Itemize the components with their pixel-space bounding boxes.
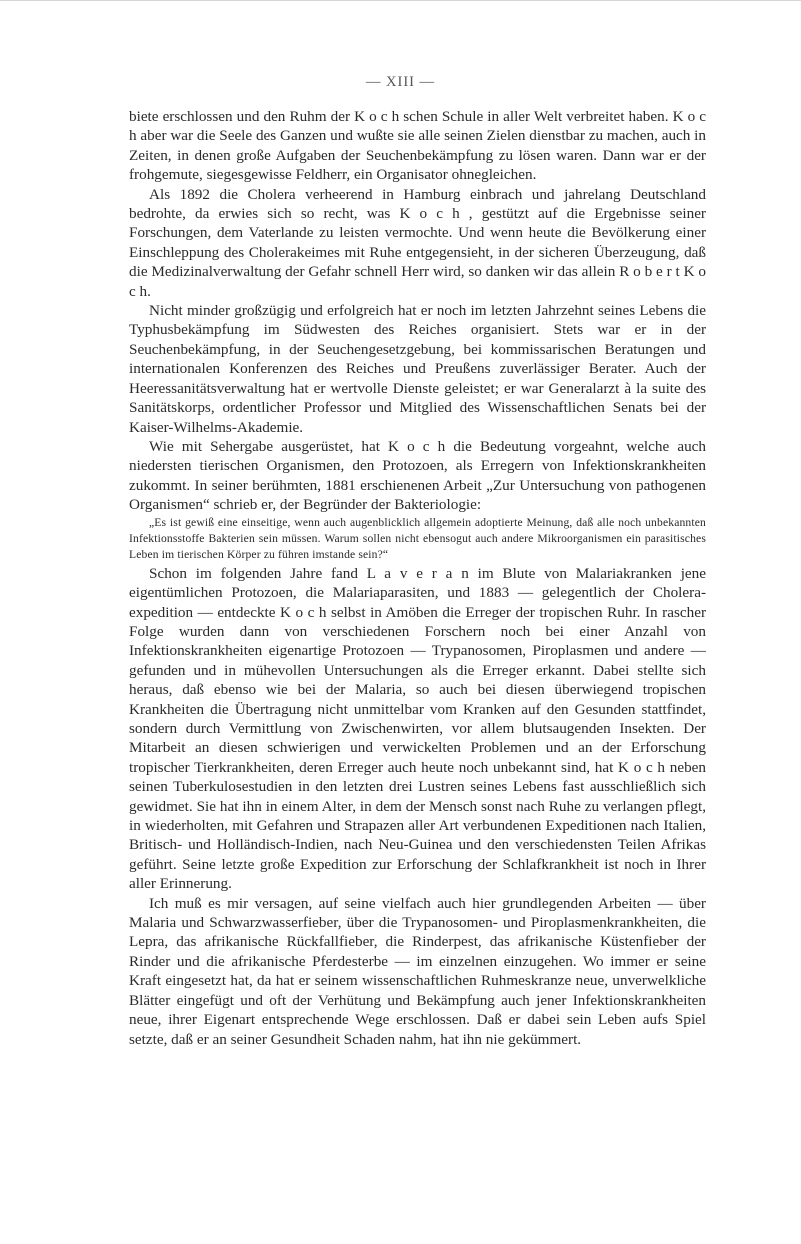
paragraph: Wie mit Sehergabe ausgerüstet, hat K o c h die Bedeutung vorgeahnt, welche auch niedersten tierischen Organismen, den Protozoen, als Erregern von Infektionskrankheiten zukommt. In seiner berühmten, 1881 erschienenen Arbeit „Zur Untersuchung von pathogenen Organismen“ schrieb er, der Begründer der Bakteriologie: (129, 437, 706, 514)
body-text (129, 107, 706, 1049)
page-number: — XIII — (365, 74, 436, 90)
paragraph: Nicht minder großzügig und erfolgreich hat er noch im letzten Jahrzehnt seines Lebens die Typhusbekämpfung im Südwesten des Reiches organisiert. Stets war er in der Seuchenbekämpfung, in der Seuchengesetzgebung, bei kommissarischen Beratungen und internationalen Konferenzen des Reiches und Preußens zuverlässiger Berater. Auch der Heeressanitätsverwaltung hat er wertvolle Dienste geleistet; er war Generalarzt à la suite des Sanitätskorps, ordentlicher Professor und Mitglied des Wissenschaftlichen Senats bei der Kaiser-Wilhelms-Akademie. (129, 302, 706, 436)
paragraph: Schon im folgenden Jahre fand L a v e r a n im Blute von Malariakranken jene eigentümlichen Protozoen, die Malariaparasiten, und 1883 — gelegentlich der Cholera-expedition — entdeckte K o c h selbst in Amöben die Erreger der tropischen Ruhr. In rascher Folge wurden dann von verschiedenen Forschern noch bei einer Anzahl von Infektionskrankheiten eigenartige Protozoen — Trypanosomen, Piroplasmen und andere — gefunden und in mühevollen Untersuchungen als die Erreger erkannt. Dabei stellte sich heraus, daß ebenso wie bei der Malaria, so auch bei diesen überwiegend tropischen Krankheiten die Übertragung nicht unmittelbar vom Kranken auf den Gesunden stattfindet, sondern durch Vermittlung von Zwischenwirten, vor allem blutsaugenden Insekten. Der Mitarbeit an diesen schwierigen und verwickelten Problemen und an der Erforschung tropischer Tierkrankheiten, deren Erreger auch heute noch unbekannt sind, hat K o c h neben seinen Tuberkulosestudien in den letzten drei Lustren seines Lebens fast ausschließlich sich gewidmet. Sie hat ihn in einem Alter, in dem der Mensch sonst nach Ruhe zu verlangen pflegt, in wiederholten, mit Gefahren und Strapazen aller Art verbundenen Expeditionen nach Italien, Britisch- und Holländisch-Indien, nach Neu-Guinea und den verschiedensten Teilen Afrikas geführt. Seine letzte große Expedition zur Erforschung der Schlafkrankheit ist noch in Ihrer aller Erinnerung. (129, 564, 706, 893)
paragraph: Als 1892 die Cholera verheerend in Hamburg einbrach und jahrelang Deutschland bedrohte, da erwies sich so recht, was K o c h , gestützt auf die Ergebnisse seiner Forschungen, dem Vaterlande zu leisten vermochte. Und wenn heute die Bevölkerung einer Einschleppung des Cholerakeimes mit Ruhe entgegensieht, in der sicheren Überzeugung, daß die Medizinalverwaltung der Gefahr schnell Herr wird, so danken wir das allein R o b e r t K o c h. (129, 185, 706, 300)
paragraph: biete erschlossen und den Ruhm der K o c h schen Schule in aller Welt verbreitet haben. K o c h aber war die Seele des Ganzen und wußte sie alle seinen Zielen dienstbar zu machen, auch in Zeiten, in denen große Aufgaben der Seuchenbekämpfung zu lösen waren. Dann war er der frohgemute, siegesgewisse Feldherr, ein Organisator ohnegleichen. (129, 108, 706, 184)
block-quote: „Es ist gewiß eine einseitige, wenn auch augenblicklich allgemein adoptierte Meinung, daß alle noch unbekannten Infektionsstoffe Bakterien sein müssen. Warum sollen nicht ebensogut auch andere Mikroorganismen ein parasitisches Leben im tierischen Körper zu führen imstande sein?“ (129, 515, 706, 562)
paragraph: Ich muß es mir versagen, auf seine vielfach auch hier grundlegenden Arbeiten — über Malaria und Schwarzwasserfieber, über die Trypanosomen- und Piroplasmenkrankheiten, die Lepra, das afrikanische Rückfallfieber, die Rinderpest, das afrikanische Küstenfieber der Rinder und die afrikanische Pferdesterbe — im einzelnen einzugehen. Wo immer er seine Kraft eingesetzt hat, da hat er seinem wissenschaftlichen Ruhmeskranze neue, unverwelkliche Blätter eingefügt und oft der Verhütung und Bekämpfung auch jener Infektionskrankheiten neue, ihrer Eigenart entsprechende Wege erschlossen. Daß er dabei sein Leben aufs Spiel setzte, daß er an seiner Gesundheit Schaden nahm, hat ihn nie gekümmert. (129, 894, 706, 1048)
scan-edge (0, 0, 801, 7)
